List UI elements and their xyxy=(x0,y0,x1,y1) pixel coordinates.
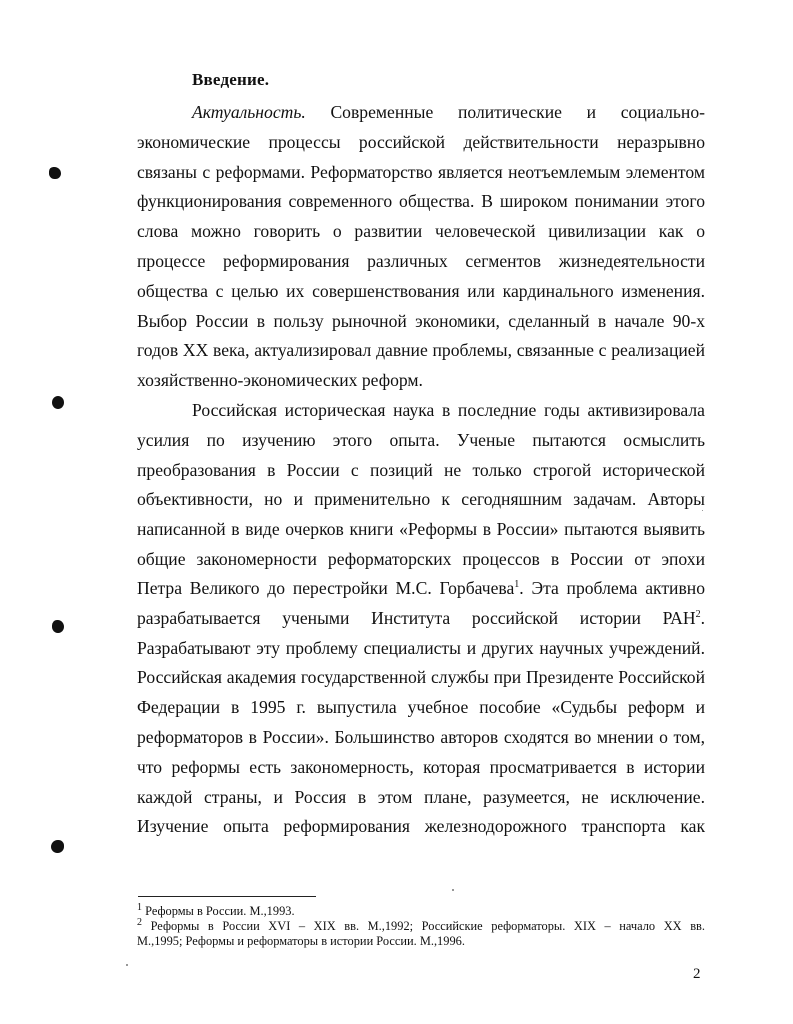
scan-speck xyxy=(126,964,128,966)
lead-term: Актуальность. xyxy=(192,102,306,122)
line-text: разрабатывается учеными Института российской истории РАН xyxy=(137,608,696,628)
paragraph-line: Изучение опыта реформирования железнодорожного транспорта как xyxy=(137,816,705,836)
paragraph-line: Российская историческая наука в последние годы активизировала xyxy=(192,400,705,420)
binder-hole-mark xyxy=(51,840,64,853)
footnote-ref-2: 2 xyxy=(695,609,701,621)
binder-hole-mark xyxy=(52,396,64,409)
paragraph-line xyxy=(137,577,705,599)
scan-speck xyxy=(452,889,454,891)
paragraph-line: написанной в виде очерков книги «Реформы в России» пытаются выявить xyxy=(137,519,705,539)
paragraph-line: что реформы есть закономерность, которая просматривается в истории xyxy=(137,757,705,777)
paragraph-line: Российская академия государственной службы при Президенте Российской xyxy=(137,667,705,687)
lead-rest: Современные политические и социально- xyxy=(330,102,705,122)
footnote-text: Реформы в России. М.,1993. xyxy=(142,904,295,918)
scan-speck xyxy=(702,510,703,511)
paragraph-line: общие закономерности реформаторских процессов в России от эпохи xyxy=(137,549,705,569)
page-number: 2 xyxy=(693,966,701,982)
paragraph-line: Федерации в 1995 г. выпустила учебное пособие «Судьбы реформ и xyxy=(137,697,705,717)
footnote-ref-1: 1 xyxy=(514,579,520,591)
line-text: . Эта проблема активно xyxy=(519,578,705,598)
paragraph-line: объективности, но и применительно к сегодняшним задачам. Авторы xyxy=(137,489,705,509)
binder-hole-mark xyxy=(52,620,64,633)
paragraph-line: реформаторов в России». Большинство авторов сходятся во мнении о том, xyxy=(137,727,705,747)
footnote-divider xyxy=(138,896,316,897)
paragraph-line: годов XX века, актуализировал давние проблемы, связанные с реализацией xyxy=(137,340,705,360)
paragraph-line: хозяйственно-экономических реформ. xyxy=(137,370,423,390)
binder-hole-mark xyxy=(49,167,61,179)
footnote-2 xyxy=(137,916,705,934)
paragraph-line xyxy=(137,607,705,629)
paragraph-line: процессе реформирования различных сегментов жизнедеятельности xyxy=(137,251,705,271)
footnote-mark: 2 xyxy=(137,916,142,928)
paragraph-line xyxy=(192,101,705,123)
line-text: Петра Великого до перестройки М.С. Горбачева xyxy=(137,578,515,598)
paragraph-line: экономические процессы российской действительности неразрывно xyxy=(137,132,705,152)
paragraph-line: функционирования современного общества. В широком понимании этого xyxy=(137,191,705,211)
paragraph-line: Разрабатывают эту проблему специалисты и других научных учреждений. xyxy=(137,638,705,658)
footnote-text: Реформы в России XVI – XIX вв. М.,1992; Российские реформаторы. XIX – начало XX вв. xyxy=(142,919,705,933)
paragraph-line: связаны с реформами. Реформаторство является неотъемлемым элементом xyxy=(137,162,705,182)
paragraph-line: Выбор России в пользу рыночной экономики, сделанный в начале 90-х xyxy=(137,311,705,331)
paragraph-line: общества с целью их совершенствования или кардинального изменения. xyxy=(137,281,705,301)
section-heading: Введение. xyxy=(192,70,270,89)
footnote-1 xyxy=(137,901,705,919)
paragraph-line: преобразования в России с позиций не только строгой исторической xyxy=(137,460,705,480)
paragraph-line: усилия по изучению этого опыта. Ученые пытаются осмыслить xyxy=(137,430,705,450)
line-text: . xyxy=(700,608,705,628)
footnote-2-continued: М.,1995; Реформы и реформаторы в истории России. М.,1996. xyxy=(137,934,465,948)
paragraph-line: каждой страны, и Россия в этом плане, разумеется, не исключение. xyxy=(137,787,705,807)
footnote-mark: 1 xyxy=(137,901,142,913)
paragraph-line: слова можно говорить о развитии человеческой цивилизации как о xyxy=(137,221,705,241)
